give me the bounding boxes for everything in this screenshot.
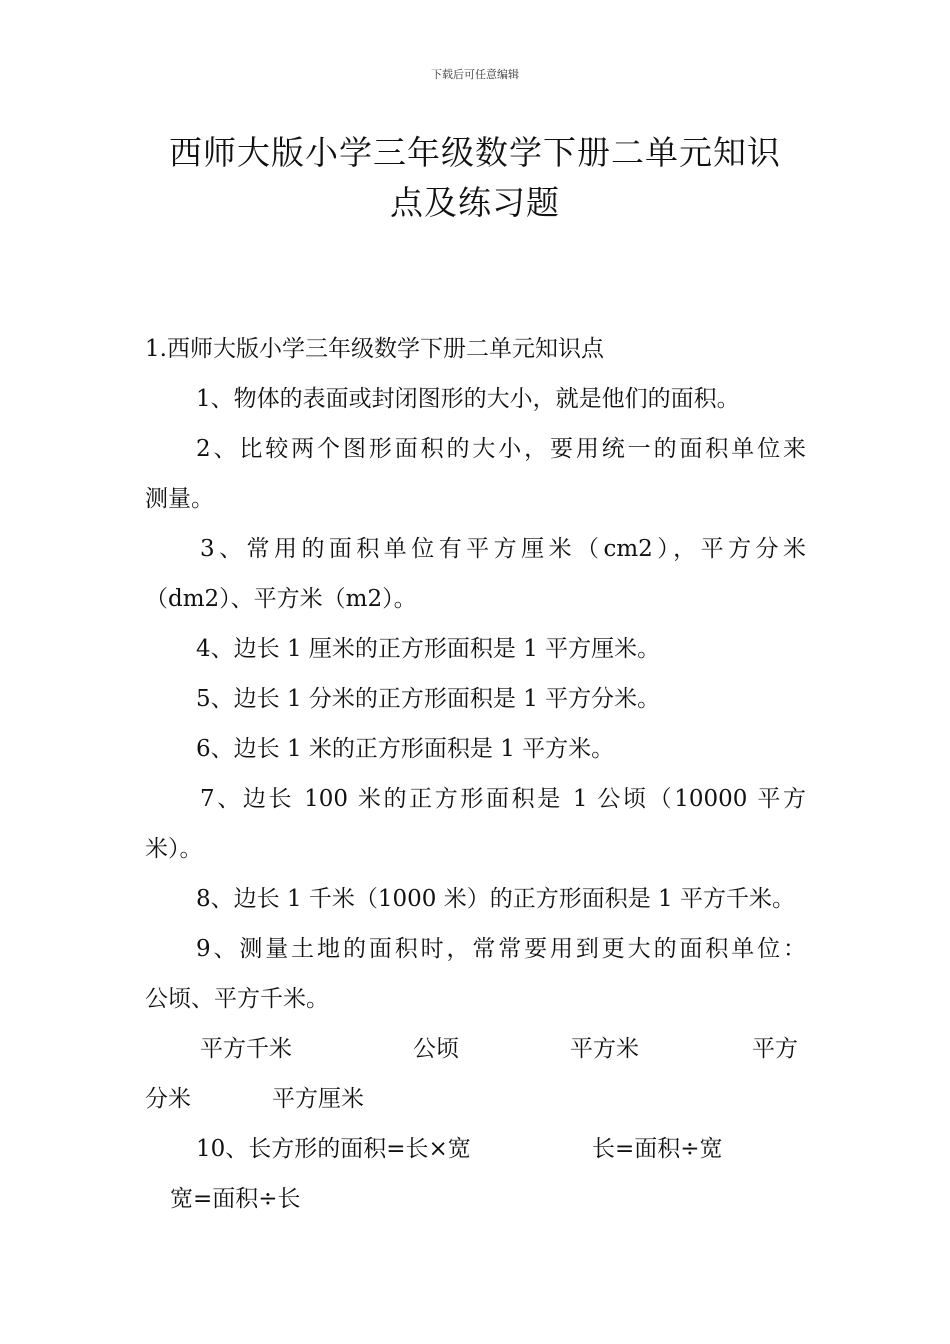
header-note: 下载后可任意编辑	[431, 68, 519, 81]
point-1: 1、物体的表面或封闭图形的大小，就是他们的面积。	[196, 386, 740, 412]
unit-square-decimeter-part-1: 平方	[752, 1036, 798, 1062]
title-line-1: 西师大版小学三年级数学下册二单元知识	[169, 133, 781, 172]
point-7-line-1: 7、边长 100 米的正方形面积是 1 公顷（10000 平方	[200, 786, 806, 812]
point-8: 8、边长 1 千米（1000 米）的正方形面积是 1 平方千米。	[196, 886, 795, 912]
unit-square-centimeter: 平方厘米	[272, 1086, 364, 1112]
point-2-line-2: 测量。	[145, 486, 214, 512]
point-7-line-2: 米）。	[145, 836, 203, 862]
title-line-2: 点及练习题	[390, 183, 560, 222]
unit-square-meter: 平方米	[570, 1036, 639, 1062]
unit-hectare: 公顷	[413, 1036, 459, 1062]
point-3-line-2: （dm2）、平方米（m2）。	[145, 586, 417, 612]
formula-rectangle-area: 10、长方形的面积=长×宽	[196, 1136, 471, 1162]
point-5: 5、边长 1 分米的正方形面积是 1 平方分米。	[196, 686, 661, 712]
point-4: 4、边长 1 厘米的正方形面积是 1 平方厘米。	[196, 636, 661, 662]
point-9-line-1: 9、测量土地的面积时，常常要用到更大的面积单位：	[196, 936, 806, 962]
point-9-line-2: 公顷、平方千米。	[145, 986, 329, 1012]
formula-width: 宽=面积÷长	[170, 1186, 301, 1212]
point-3-line-1: 3、常用的面积单位有平方厘米（cm2），平方分米	[200, 536, 806, 562]
point-6: 6、边长 1 米的正方形面积是 1 平方米。	[196, 736, 615, 762]
formula-length: 长=面积÷宽	[592, 1136, 723, 1162]
unit-square-kilometer: 平方千米	[200, 1036, 292, 1062]
point-2-line-1: 2、比较两个图形面积的大小，要用统一的面积单位来	[196, 436, 806, 462]
section-heading: 1.西师大版小学三年级数学下册二单元知识点	[145, 336, 604, 362]
document-title	[120, 128, 830, 228]
unit-square-decimeter-part-2: 分米	[145, 1086, 191, 1112]
